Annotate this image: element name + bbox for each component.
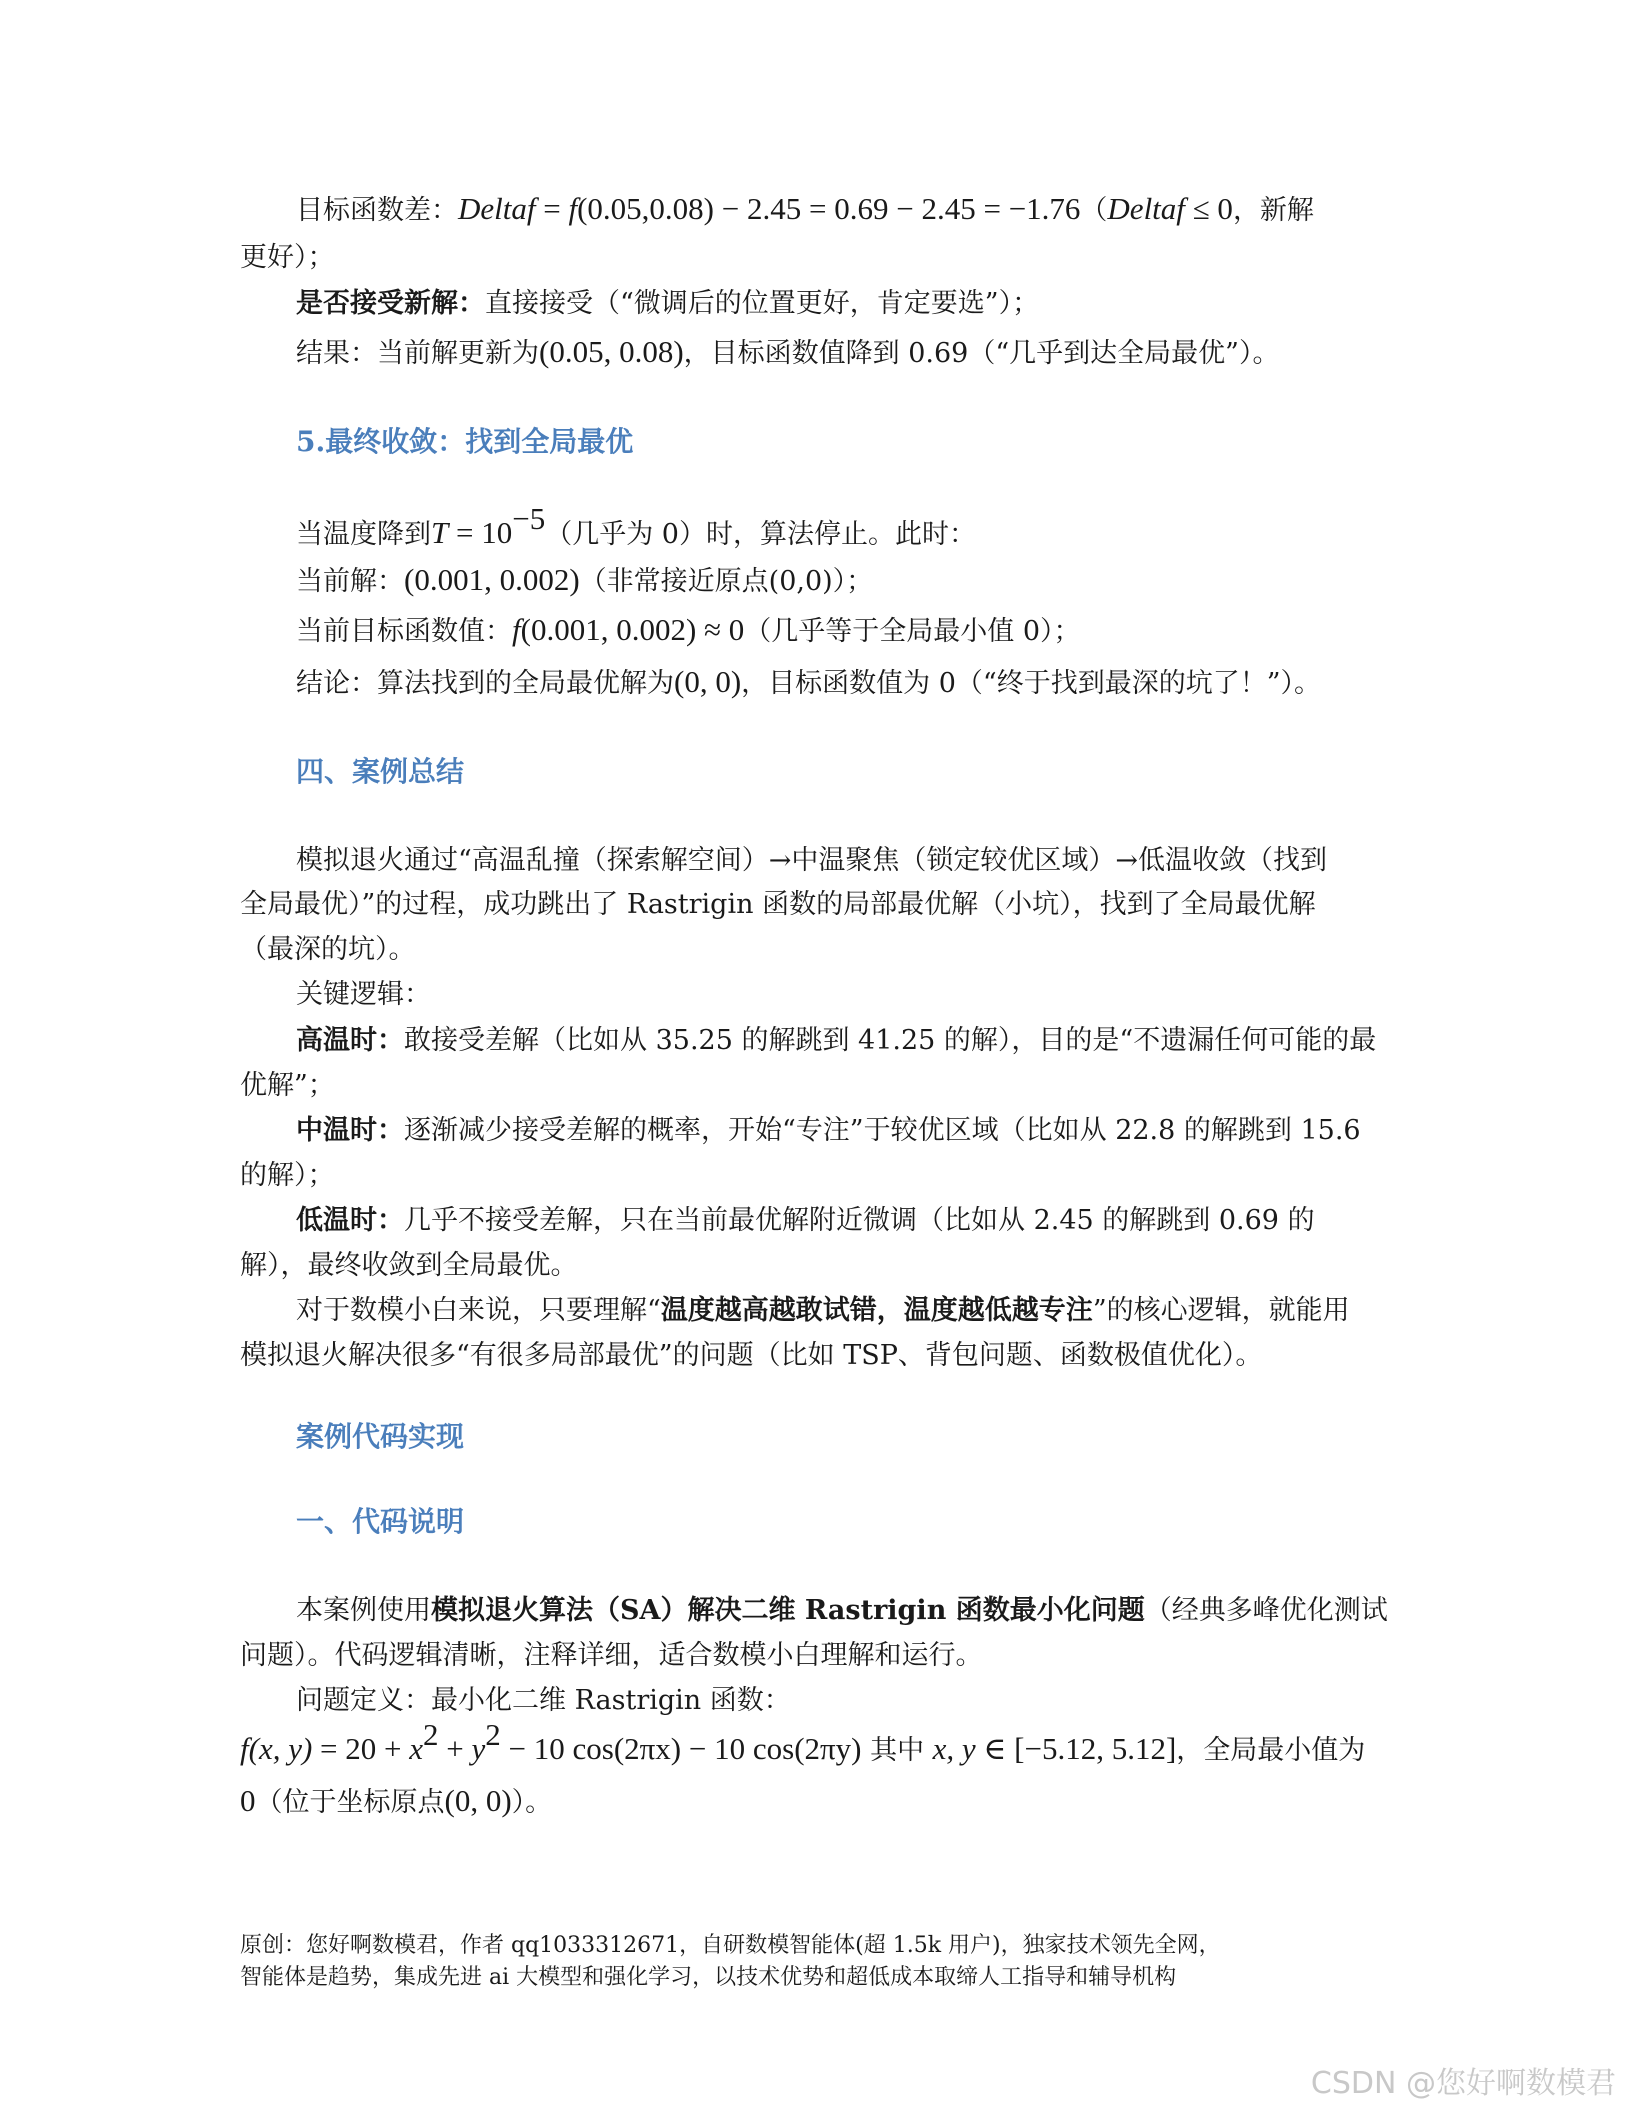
- delta-line: 目标函数差：Deltaf = f(0.05,0.08) − 2.45 = 0.69 − 2.45 = −1.76（Deltaf ≤ 0，新解: [296, 191, 1314, 226]
- delta-line-cont: 更好）；: [240, 242, 335, 273]
- csdn-watermark: CSDN @您好啊数模君: [1310, 2066, 1616, 2101]
- section-heading-code-desc: 一、代码说明: [296, 1505, 465, 1538]
- rastrigin-formula: f(x, $y) = 20 + x^2 + y^2 - 10$ cos(2πx) − 10 cos(2πy) 其中 x, y ∈ [−5.12, 5.12]，全局最小值为: [240, 1717, 1366, 1766]
- mid-temp-line: 中温时：逐渐减少接受差解的概率，开始“专注”于较优区域（比如从 22.8 的解跳到 15.6: [296, 1115, 1361, 1146]
- summary-para-line1: 模拟退火通过“高温乱撞（探索解空间）→中温聚焦（锁定较优区域）→低温收敛（找到: [296, 845, 1328, 876]
- result-line: 结果：当前解更新为(0.05, 0.08)，目标函数值降到 0.69（“几乎到达全局最优”）。: [296, 334, 1280, 369]
- low-temp-line: 低温时：几乎不接受差解，只在当前最优解附近微调（比如从 2.45 的解跳到 0.69 的: [296, 1205, 1315, 1236]
- code-intro-line2: 问题）。代码逻辑清晰，注释详细，适合数模小白理解和运行。: [240, 1640, 983, 1671]
- problem-def-label: 问题定义：最小化二维 Rastrigin 函数：: [296, 1685, 791, 1716]
- footer-line2: 智能体是趋势，集成先进 ai 大模型和强化学习，以技术优势和超低成本取缔人工指导和辅导机构: [240, 1965, 1177, 1990]
- key-logic-label: 关键逻辑：: [296, 979, 431, 1010]
- high-temp-line-cont: 优解”；: [240, 1070, 335, 1101]
- conclusion-line: 结论：算法找到的全局最优解为(0, 0)，目标函数值为 0（“终于找到最深的坑了！”）。: [296, 664, 1322, 699]
- summary-para-line2: 全局最优）”的过程，成功跳出了 Rastrigin 函数的局部最优解（小坑），找到了全局最优解: [240, 889, 1316, 920]
- final-para-line2: 模拟退火解决很多“有很多局部最优”的问题（比如 TSP、背包问题、函数极值优化）。: [240, 1340, 1263, 1371]
- accept-line: 是否接受新解：直接接受（“微调后的位置更好，肯定要选”）；: [296, 288, 1040, 319]
- objective-value-line: 当前目标函数值：f(0.001, 0.002) ≈ 0（几乎等于全局最小值 0）；: [296, 612, 1081, 647]
- footer-line1: 原创：您好啊数模君，作者 qq1033312671，自研数模智能体(超 1.5k 用户)，独家技术领先全网，: [240, 1933, 1221, 1958]
- section-heading-convergence: 5.最终收敛：找到全局最优: [296, 425, 634, 458]
- high-temp-line: 高温时：敢接受差解（比如从 35.25 的解跳到 41.25 的解），目的是“不遗漏任何可能的最: [296, 1025, 1377, 1056]
- global-min-line: 0（位于坐标原点(0, 0)）。: [240, 1783, 553, 1818]
- section-heading-summary: 四、案例总结: [296, 755, 465, 788]
- current-solution-line: 当前解：(0.001, 0.002)（非常接近原点(0,0)）；: [296, 562, 874, 597]
- summary-para-line3: （最深的坑）。: [240, 934, 416, 965]
- section-heading-code: 案例代码实现: [296, 1420, 465, 1453]
- code-intro-line1: 本案例使用模拟退火算法（SA）解决二维 Rastrigin 函数最小化问题（经典多峰优化测试: [296, 1595, 1388, 1626]
- final-para-line1: 对于数模小白来说，只要理解“温度越高越敢试错，温度越低越专注”的核心逻辑，就能用: [296, 1295, 1350, 1326]
- mid-temp-line-cont: 的解）；: [240, 1160, 335, 1191]
- low-temp-line-cont: 解），最终收敛到全局最优。: [240, 1250, 578, 1281]
- temp-line: 当温度降到$T = 10^{-5}$（几乎为 0）时，算法停止。此时：: [296, 501, 976, 550]
